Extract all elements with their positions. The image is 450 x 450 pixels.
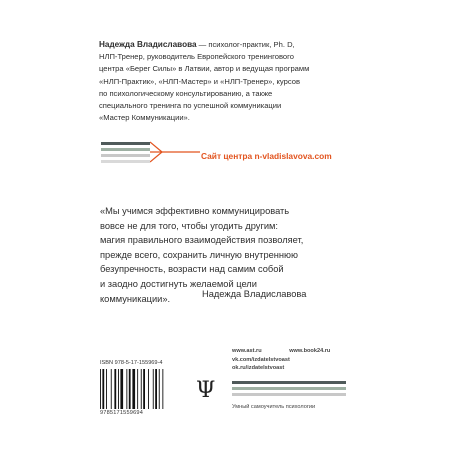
quote-author: Надежда Владиславова bbox=[202, 289, 307, 299]
decorative-bar bbox=[101, 148, 150, 151]
bio-author-name: Надежда Владиславова bbox=[99, 40, 197, 49]
quote-line: безупречность, возрасти над самим собой bbox=[100, 264, 284, 275]
quote-line: «Мы учимся эффективно коммуницировать bbox=[100, 206, 290, 216]
decorative-bar bbox=[101, 160, 150, 163]
bio-line: специального тренинга по успешной коммуникации bbox=[99, 101, 282, 111]
isbn-text: ISBN 978-5-17-155969-4 bbox=[100, 360, 163, 366]
barcode bbox=[100, 369, 167, 409]
publisher-link[interactable]: www.book24.ru bbox=[289, 348, 331, 354]
bio-line: центра «Берег Силы» в Латвии, автор и ведущая программ bbox=[99, 64, 310, 74]
publisher-link[interactable]: ok.ru/izdatelstvoast bbox=[232, 365, 285, 372]
arrow-icon bbox=[150, 141, 202, 163]
bio-line: «Мастер Коммуникации». bbox=[99, 113, 190, 123]
decorative-bar bbox=[232, 381, 346, 384]
publisher-link[interactable]: www.ast.ru bbox=[232, 348, 262, 354]
barcode-number: 9785171559694 bbox=[100, 410, 144, 416]
bio-line: «НЛП-Практик», «НЛП-Мастер» и «НЛП-Тренер», курсов bbox=[99, 76, 301, 86]
decorative-bar bbox=[232, 387, 346, 390]
quote-line: прежде всего, сохранить личную внутреннюю bbox=[100, 249, 298, 260]
publisher-links-row bbox=[232, 347, 330, 356]
quote-line: и заодно достигнуть желаемой цели bbox=[100, 278, 257, 289]
bio-line: — психолог-практик, Ph. D, bbox=[196, 40, 295, 49]
quote-line: вовсе не для того, чтобы угодить другим: bbox=[100, 220, 279, 231]
decorative-bar bbox=[101, 142, 150, 145]
site-link[interactable]: Сайт центра n-vladislavova.com bbox=[201, 151, 332, 161]
publisher-links bbox=[232, 347, 330, 373]
author-bio bbox=[99, 39, 371, 124]
bio-line: НЛП-Тренер, руководитель Европейского тренингового bbox=[99, 52, 294, 62]
series-tagline: Умный самоучитель психологии bbox=[232, 404, 316, 410]
decorative-bar bbox=[101, 154, 150, 157]
quote-line: магия правильного взаимодействия позволяет, bbox=[100, 235, 304, 246]
bio-line: по психологическому консультированию, а также bbox=[99, 88, 273, 98]
publisher-link[interactable]: vk.com/izdatelstvoast bbox=[232, 356, 290, 363]
decorative-bar bbox=[232, 393, 346, 396]
publisher-logo-icon: Ψ bbox=[196, 378, 216, 403]
quote-line: коммуникации». bbox=[100, 293, 171, 304]
